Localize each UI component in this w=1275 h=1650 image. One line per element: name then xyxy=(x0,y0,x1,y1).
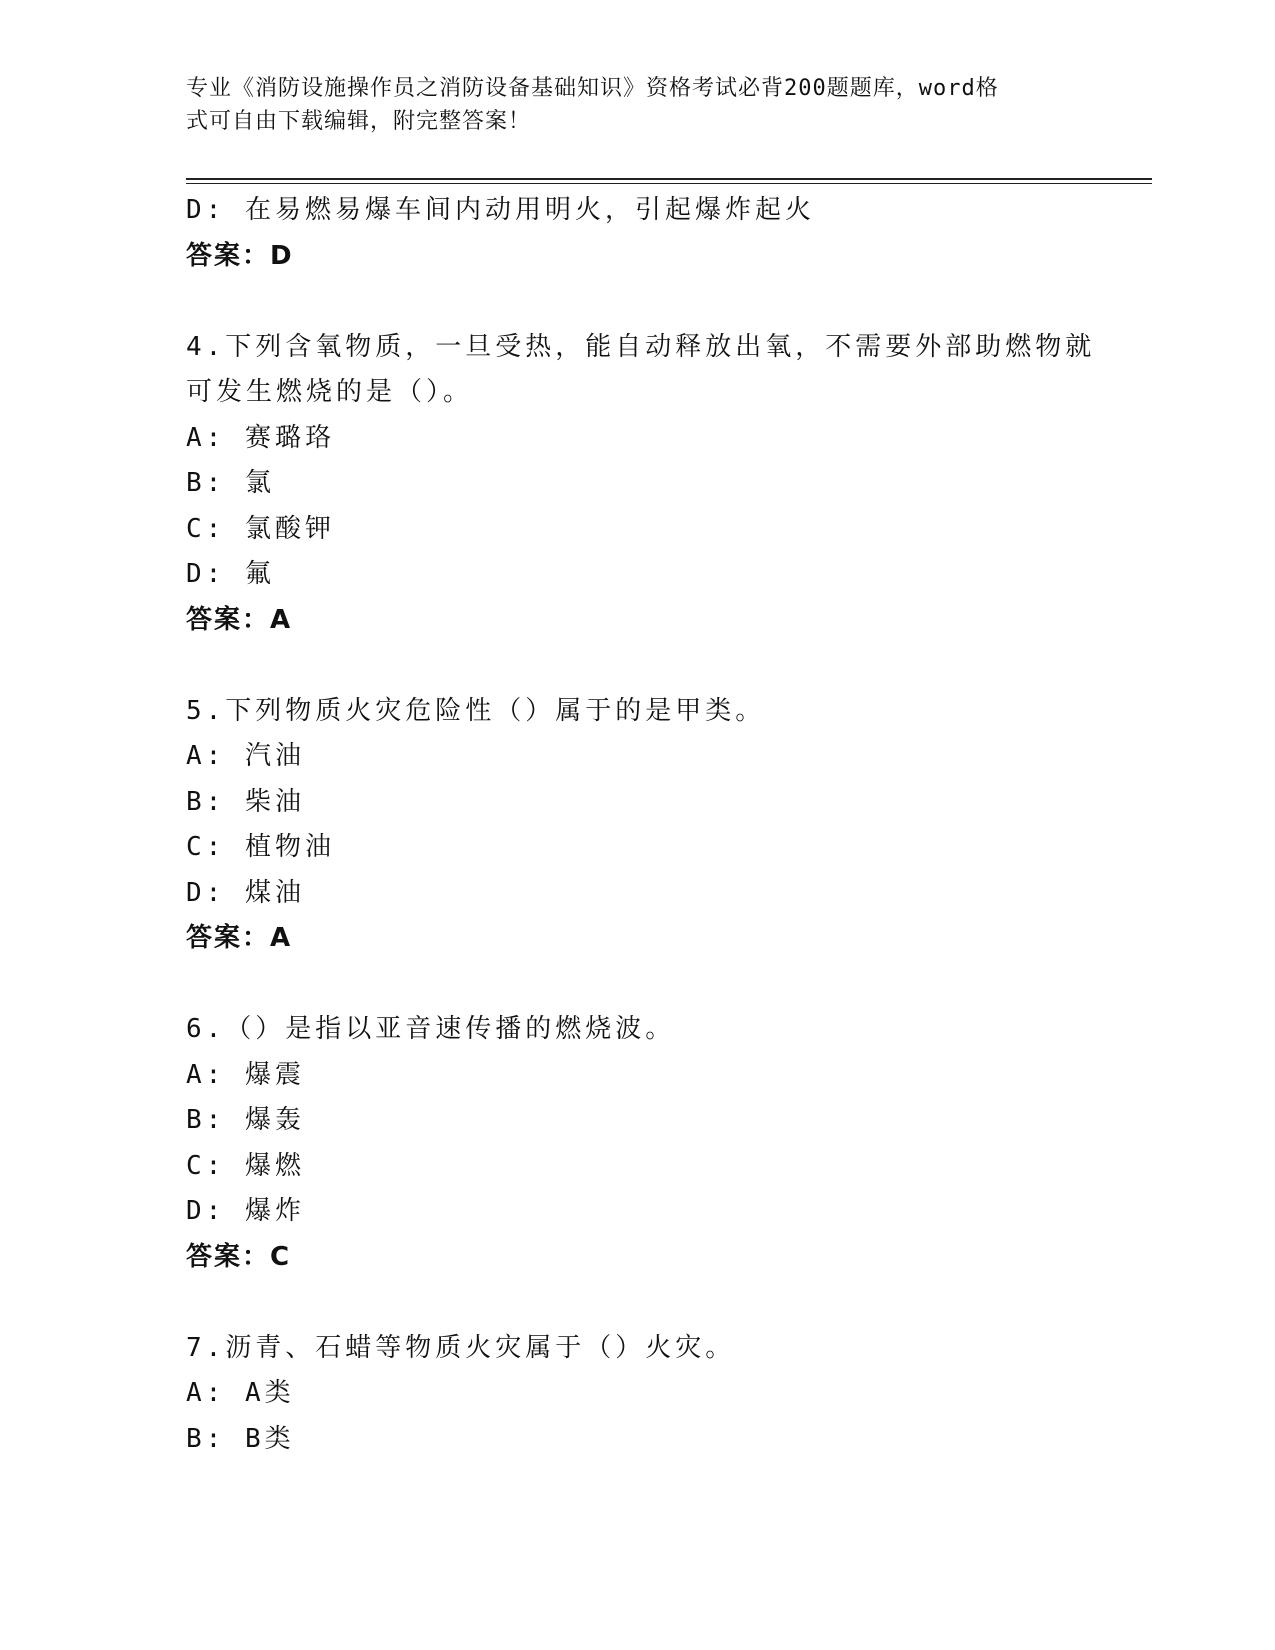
spacer xyxy=(186,1280,1086,1326)
option-d: D: 氟 xyxy=(186,559,275,589)
answer-line: 答案：D xyxy=(186,240,294,271)
spacer xyxy=(186,279,1086,325)
option-c: C: 植物油 xyxy=(186,832,335,862)
answer-line: 答案：A xyxy=(186,604,293,635)
option-a: A: A类 xyxy=(186,1378,295,1408)
option-d: D: 煤油 xyxy=(186,877,305,908)
option-b: B: B类 xyxy=(186,1423,295,1454)
option-d: D: 爆炸 xyxy=(186,1196,305,1226)
spacer xyxy=(186,643,1086,689)
option-a: A: 汽油 xyxy=(186,741,305,771)
spacer xyxy=(186,962,1086,1008)
question-stem: 6.（）是指以亚音速传播的燃烧波。 xyxy=(186,1014,676,1044)
question-stem: 7.沥青、石蜡等物质火灾属于（）火灾。 xyxy=(186,1332,736,1363)
answer-line: 答案：A xyxy=(186,923,293,953)
option-b: B: 氯 xyxy=(186,468,275,498)
question-stem: 可发生燃烧的是（）。 xyxy=(186,377,474,407)
option-b: B: 柴油 xyxy=(186,786,305,817)
option-d: D: 在易燃易爆车间内动用明火，引起爆炸起火 xyxy=(186,195,815,225)
option-a: A: 爆震 xyxy=(186,1059,305,1090)
header-line-2: 式可自由下载编辑，附完整答案！ xyxy=(186,109,532,134)
option-a: A: 赛璐珞 xyxy=(186,422,335,453)
option-c: C: 爆燃 xyxy=(186,1150,305,1181)
document-header xyxy=(186,72,1066,138)
header-line-1: 专业《消防设施操作员之消防设备基础知识》资格考试必背200题题库，word格 xyxy=(186,76,999,101)
header-divider xyxy=(186,178,1152,184)
option-c: C: 氯酸钾 xyxy=(186,513,335,544)
question-stem: 4.下列含氧物质，一旦受热，能自动释放出氧，不需要外部助燃物就 xyxy=(186,331,1096,362)
answer-line: 答案：C xyxy=(186,1241,292,1272)
option-b: B: 爆轰 xyxy=(186,1105,305,1135)
question-list xyxy=(186,188,1096,1462)
question-stem: 5.下列物质火灾危险性（）属于的是甲类。 xyxy=(186,695,766,726)
